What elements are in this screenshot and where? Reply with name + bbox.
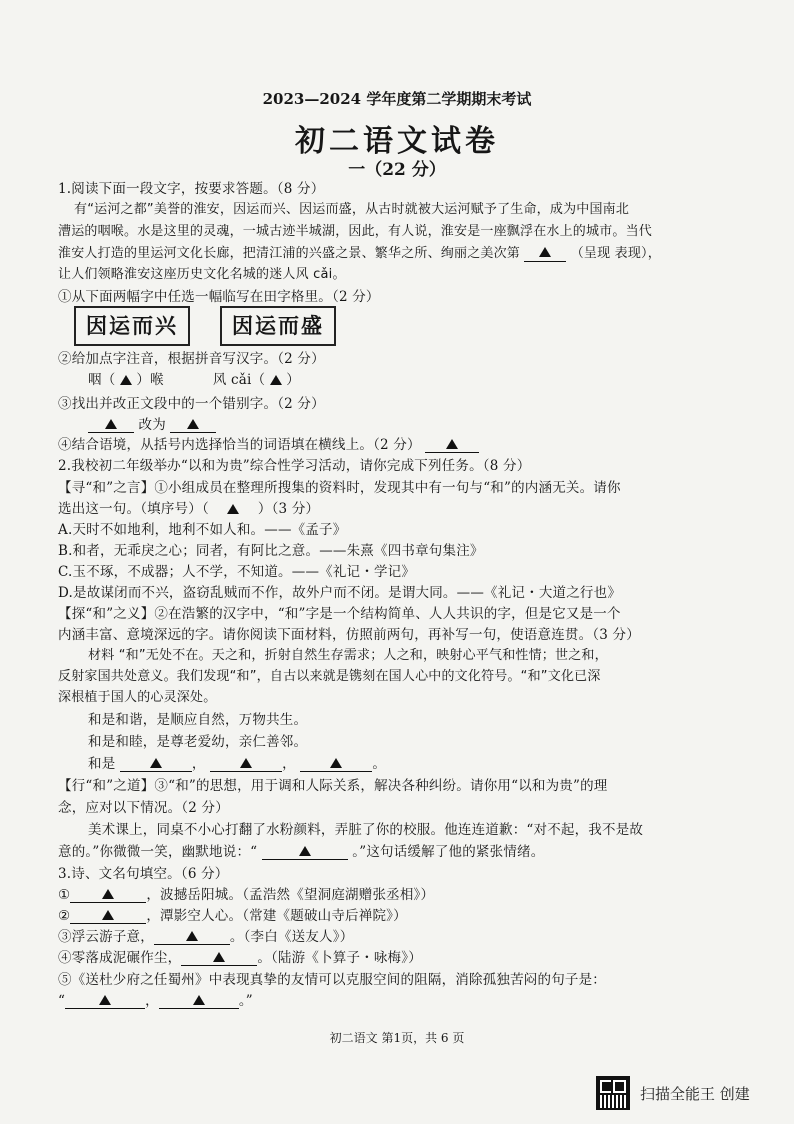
q3-item-text: 。（陆游《卜算子・咏梅》）	[257, 950, 422, 966]
triangle-icon	[99, 995, 111, 1005]
hanzi-prompt: ）	[286, 372, 300, 388]
quote-mark: “	[58, 993, 66, 1009]
answer-blank[interactable]	[88, 418, 134, 433]
q1-sub3-answer	[88, 416, 216, 434]
hanzi-prompt: 风 cǎi（	[212, 372, 266, 388]
q2-task3-line: 【行“和”之道】③“和”的思想，用于调和人际关系，解决各种纠纷。请你用“以和为贵”的理	[58, 778, 608, 794]
q2-option-c: C.玉不琢，不成器；人不学，不知道。——《礼记・学记》	[58, 564, 416, 580]
answer-blank[interactable]	[170, 418, 216, 433]
answer-blank[interactable]	[70, 888, 146, 903]
q1-sub4	[58, 436, 479, 454]
q3-item-label: ②	[58, 908, 71, 924]
q2-scene-line	[58, 843, 544, 861]
answer-blank[interactable]	[524, 247, 566, 262]
triangle-icon[interactable]	[120, 375, 132, 385]
q2-task1-line	[58, 500, 319, 518]
calligraphy-sample-1[interactable]: 因运而兴	[74, 306, 190, 346]
q3-item-label: ③浮云游子意，	[58, 929, 154, 945]
q2-material-line: 材料 “和”无处不在。天之和，折射自然生存需求；人之和，映射心平气和性情；世之和，	[88, 648, 608, 663]
q2-task1-text: ）（3 分）	[257, 501, 320, 517]
calligraphy-sample-2[interactable]: 因运而盛	[220, 306, 336, 346]
q1-passage-text: 淮安人打造的里运河文化长廊，把清江浦的兴盛之景、繁华之所、绚丽之美次第	[58, 246, 521, 261]
triangle-icon	[539, 247, 551, 257]
triangle-icon	[105, 419, 117, 429]
q2-option-b: B.和者，无乖戾之心；同者，有阿比之意。——朱熹《四书章句集注》	[58, 543, 484, 559]
triangle-icon	[240, 758, 252, 768]
q2-scene-line: 美术课上，同桌不小心打翻了水粉颜料，弄脏了你的校服。他连连道歉：“对不起，我不是故	[88, 822, 644, 838]
scanner-watermark: 扫描全能王 创建	[640, 1085, 750, 1103]
q3-stem: 3.诗、文名句填空。（6 分）	[58, 866, 229, 882]
q3-item-label: ④零落成泥碾作尘，	[58, 950, 182, 966]
q3-item	[58, 928, 353, 946]
q2-option-d: D.是故谋闭而不兴，盗窃乱贼而不作，故外户而不闭。是谓大同。——《礼记・大道之行也》	[58, 585, 622, 601]
q1-sub3: ③找出并改正文段中的一个错别字。（2 分）	[58, 396, 325, 412]
triangle-icon	[102, 889, 114, 899]
q1-word-options: （呈现 表现），	[570, 246, 661, 261]
q3-item	[58, 886, 434, 904]
q1-passage-line	[58, 245, 661, 263]
answer-blank[interactable]	[300, 757, 372, 772]
section-heading: 一（22 分）	[348, 160, 446, 180]
answer-blank[interactable]	[210, 757, 282, 772]
q3-item-label: ①	[58, 887, 71, 903]
q3-item-text: ，潭影空人心。（常建《题破山寺后禅院》）	[146, 908, 407, 924]
q1-stem: 1.阅读下面一段文字，按要求答题。（8 分）	[58, 181, 325, 197]
q2-task1-text: 选出这一句。（填序号）（	[58, 501, 209, 517]
q2-task1-line: 【寻“和”之言】①小组成员在整理所搜集的资料时，发现其中有一句与“和”的内涵无关。请你	[58, 480, 621, 496]
q2-task2-line: 【探“和”之义】②在浩繁的汉字中，“和”字是一个结构简单、人人共识的字，但是它又是一个	[58, 606, 621, 622]
triangle-icon	[193, 995, 205, 1005]
q1-sub2-answers	[88, 371, 300, 389]
q1-sub2: ②给加点字注音，根据拼音写汉字。（2 分）	[58, 351, 325, 367]
q2-example-line: 和是和谐，是顺应自然，万物共生。	[88, 712, 308, 728]
q1-passage-line: 漕运的咽喉。水是这里的灵魂，一城古迹半城湖，因此，有人说，淮安是一座飘浮在水上的城市。当代	[58, 224, 653, 239]
q2-example-line: 和是和睦，是尊老爱幼，亲仁善邻。	[88, 734, 308, 750]
triangle-icon	[299, 846, 311, 856]
quote-mark: 。”	[238, 993, 253, 1009]
answer-blank[interactable]	[262, 845, 348, 860]
answer-blank[interactable]	[65, 994, 145, 1009]
q3-item	[58, 907, 407, 925]
triangle-icon	[102, 910, 114, 920]
q3-item	[58, 949, 422, 967]
triangle-icon	[330, 758, 342, 768]
pinyin-prompt: ）喉	[136, 372, 164, 388]
exam-title: 初二语文试卷	[295, 124, 499, 159]
q1-passage-line: 让人们领略淮安这座历史文化名城的迷人风 cǎi。	[58, 267, 346, 282]
page-footer: 初二语文 第1页，共 6 页	[329, 1031, 465, 1045]
triangle-icon	[446, 439, 458, 449]
q2-stem: 2.我校初二年级举办“以和为贵”综合性学习活动，请你完成下列任务。（8 分）	[58, 458, 531, 474]
triangle-icon	[150, 758, 162, 768]
q3-item-text: ，波撼岳阳城。（孟浩然《望洞庭湖赠张丞相》）	[146, 887, 435, 903]
correction-label: 改为	[138, 417, 166, 433]
answer-blank[interactable]	[70, 909, 146, 924]
q2-task2-line: 内涵丰富、意境深远的字。请你阅读下面材料，仿照前两句，再补写一句，使语意连贯。（3 分）	[58, 627, 640, 643]
q3-item5: ⑤《送杜少府之任蜀州》中表现真挚的友情可以克服空间的阻隔，消除孤独苦闷的句子是：	[58, 972, 606, 988]
q1-passage-line: 有“运河之都”美誉的淮安，因运而兴、因运而盛，从古时就被大运河赋予了生命，成为中国南北	[74, 202, 630, 217]
answer-blank[interactable]	[120, 757, 192, 772]
q2-material-line: 反射家国共处意义。我们发现“和”，自古以来就是镌刻在国人心中的文化符号。“和”文化已深	[58, 669, 601, 684]
triangle-icon[interactable]	[270, 375, 282, 385]
answer-blank[interactable]	[181, 951, 257, 966]
q2-option-a: A.天时不如地利，地利不如人和。——《孟子》	[58, 522, 347, 538]
q1-sub4-text: ④结合语境，从括号内选择恰当的词语填在横线上。（2 分）	[58, 437, 421, 453]
triangle-icon	[213, 952, 225, 962]
q2-scene-text: 。”这句话缓解了他的紧张情绪。	[352, 844, 545, 860]
q2-fill-line: 和是 ， ， 。	[88, 756, 387, 772]
exam-year-heading: 2023—2024 学年度第二学期期末考试	[262, 90, 532, 108]
q2-task3-line: 念，应对以下情况。（2 分）	[58, 800, 229, 816]
q1-sub1: ①从下面两幅字中任选一幅临写在田字格里。（2 分）	[58, 289, 380, 305]
pinyin-prompt: 咽（	[88, 372, 116, 388]
answer-blank[interactable]	[159, 994, 239, 1009]
triangle-icon	[186, 931, 198, 941]
triangle-icon[interactable]	[227, 504, 239, 514]
q3-item-text: 。（李白《送友人》）	[229, 929, 354, 945]
q2-material-line: 深根植于国人的心灵深处。	[58, 690, 217, 705]
q2-scene-text: 意的。”你微微一笑，幽默地说：“	[58, 844, 258, 860]
triangle-icon	[187, 419, 199, 429]
answer-blank[interactable]	[425, 438, 479, 453]
qr-code-icon	[596, 1076, 630, 1110]
q2-fill-prefix: 和是	[88, 756, 116, 772]
comma: ，	[145, 993, 159, 1009]
q3-item5-answer	[58, 992, 253, 1010]
answer-blank[interactable]	[154, 930, 230, 945]
